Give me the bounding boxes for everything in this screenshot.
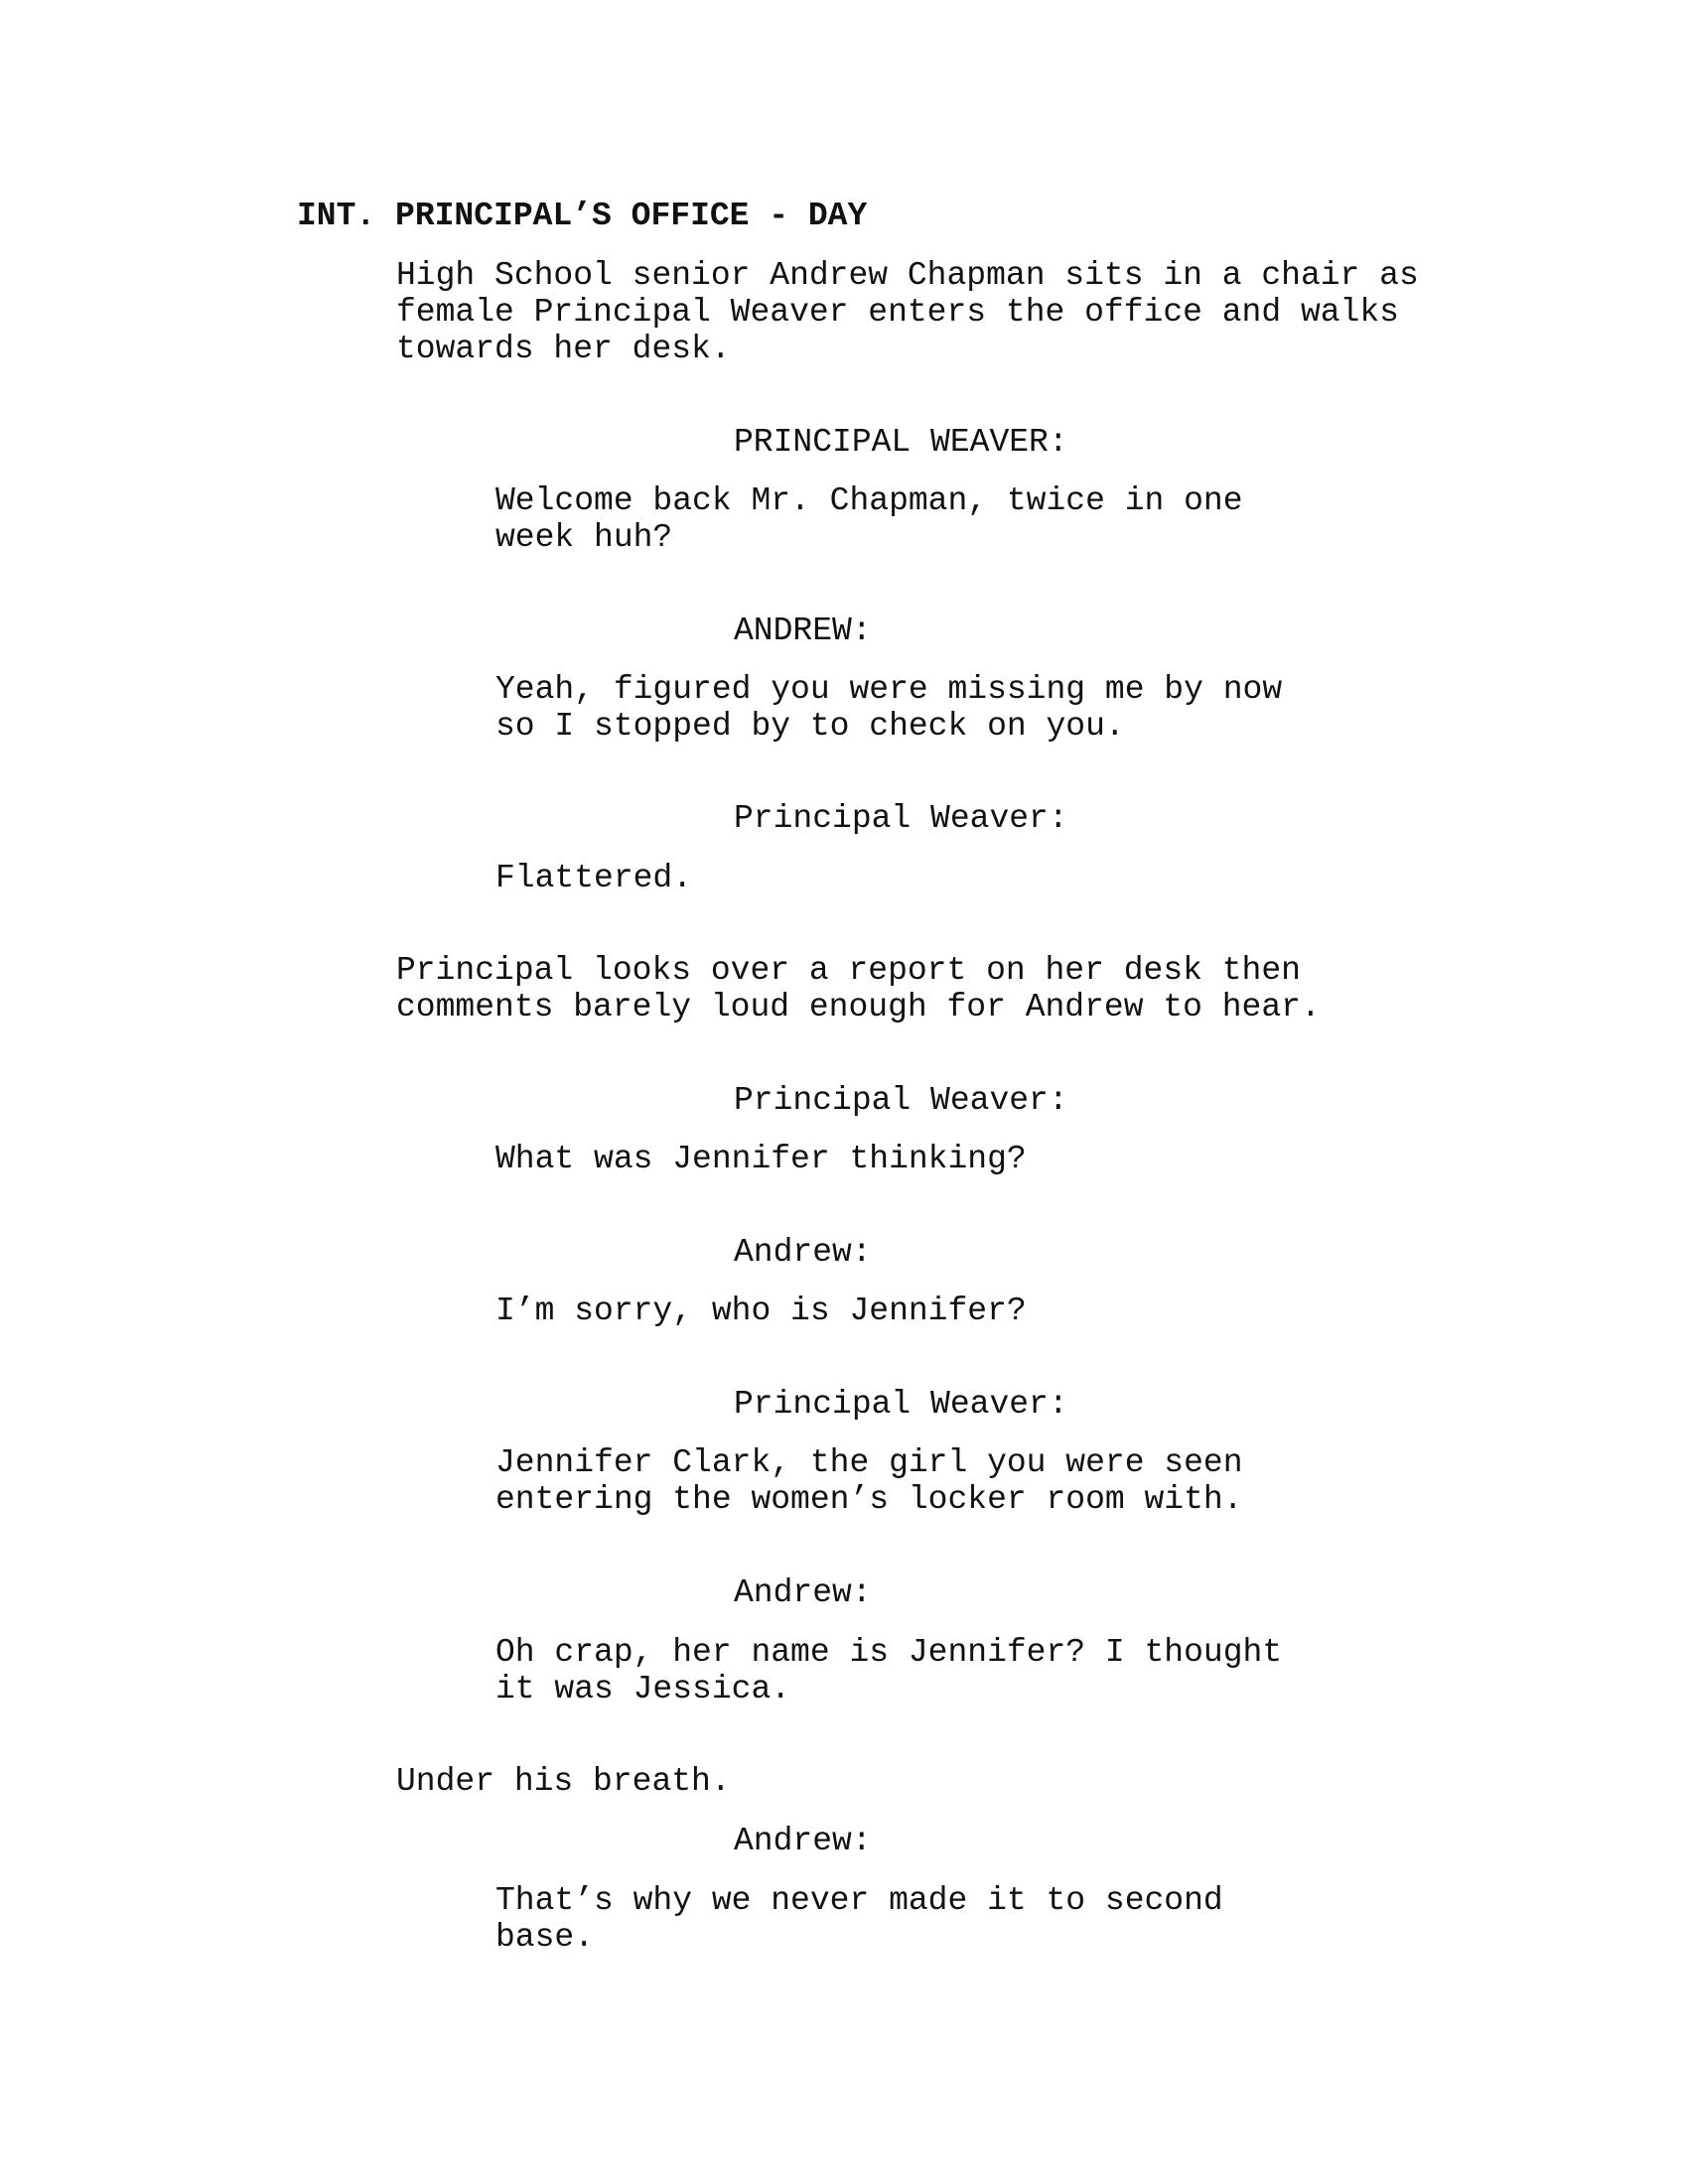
dialogue-line: so I stopped by to check on you. <box>495 708 1125 745</box>
action-line: Principal looks over a report on her desk then <box>396 952 1301 989</box>
dialogue-line: entering the women’s locker room with. <box>495 1481 1243 1518</box>
character-cue: Principal Weaver: <box>734 800 1068 837</box>
character-cue: PRINCIPAL WEAVER: <box>734 424 1068 461</box>
action-line: comments barely loud enough for Andrew to hear. <box>396 989 1321 1025</box>
dialogue-line: Flattered. <box>495 860 693 896</box>
action-line: towards her desk. <box>396 331 731 367</box>
character-cue: Andrew: <box>734 1823 872 1859</box>
dialogue-line: Jennifer Clark, the girl you were seen <box>495 1444 1243 1481</box>
character-cue: Andrew: <box>734 1234 872 1271</box>
dialogue-line: That’s why we never made it to second <box>495 1882 1223 1919</box>
dialogue-line: Yeah, figured you were missing me by now <box>495 671 1283 708</box>
dialogue-line: it was Jessica. <box>495 1671 791 1707</box>
dialogue-line: I’m sorry, who is Jennifer? <box>495 1293 1027 1329</box>
action-line: Under his breath. <box>396 1763 731 1800</box>
dialogue-line: Welcome back Mr. Chapman, twice in one <box>495 482 1243 519</box>
character-cue: ANDREW: <box>734 613 872 649</box>
dialogue-line: base. <box>495 1919 595 1956</box>
character-cue: Andrew: <box>734 1574 872 1611</box>
character-cue: Principal Weaver: <box>734 1082 1068 1119</box>
dialogue-line: week huh? <box>495 519 673 556</box>
dialogue-line: Oh crap, her name is Jennifer? I thought <box>495 1634 1283 1671</box>
action-line: High School senior Andrew Chapman sits in a chair as <box>396 257 1419 294</box>
scene-heading: INT. PRINCIPAL’S OFFICE - DAY <box>297 198 868 234</box>
character-cue: Principal Weaver: <box>734 1386 1068 1423</box>
dialogue-line: What was Jennifer thinking? <box>495 1141 1027 1177</box>
action-line: female Principal Weaver enters the office and walks <box>396 294 1399 331</box>
